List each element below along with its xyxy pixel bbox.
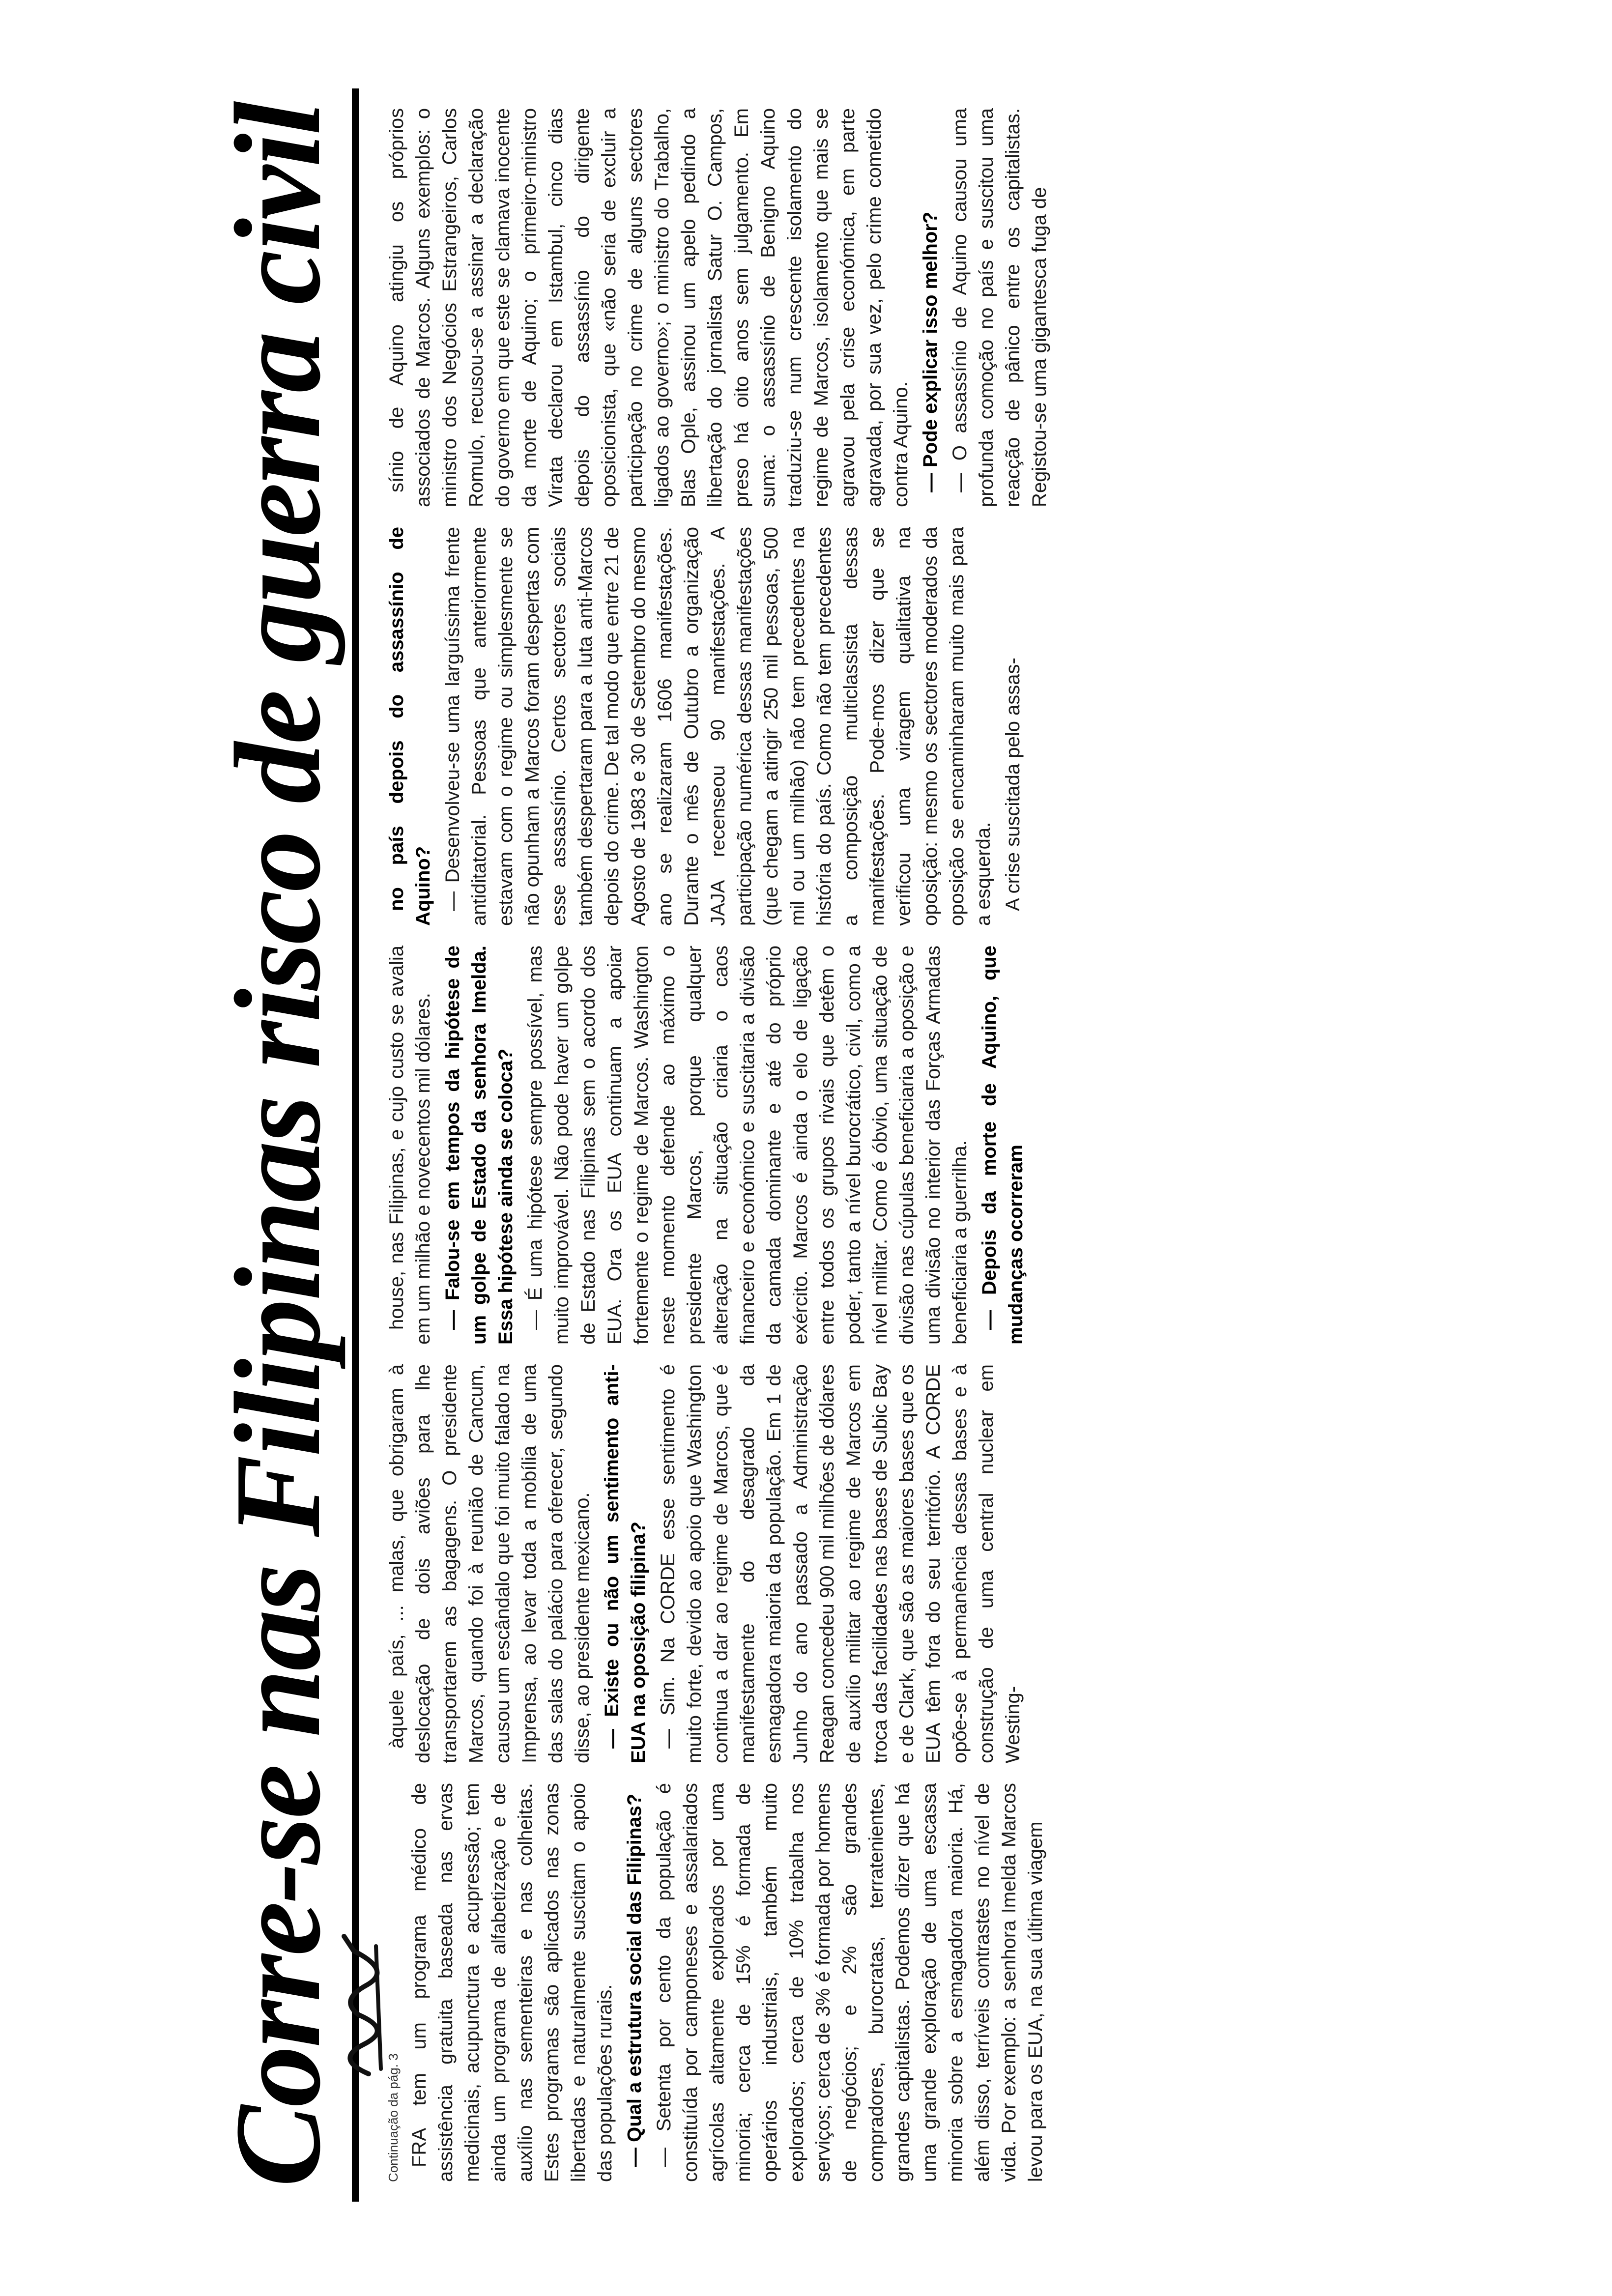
column-2 — [383, 1364, 1150, 1763]
interview-question: — Qual a estrutura social das Filipinas? — [624, 1793, 645, 2167]
interview-question: — Falou-se em tempos da hipótese de um golpe de Estado da senhora Imelda. Essa hipótese ainda se coloca? — [442, 946, 517, 1345]
interview-question: no país depois do assassínio de Aquino? — [386, 527, 434, 926]
interview-question: — Existe ou não um sentimento anti-EUA na oposição filipina? — [601, 1364, 649, 1763]
paragraph: sínio de Aquino atingiu os próprios associados de Marcos. Alguns exemplos: o ministro dos Negócios Estrangeiros, Carlos Romulo, recusou-se a assinar a declaração do governo em que este se clamava inocente da morte de Aquino; o primeiro-ministro Virata declarou em Istambul, cinco dias depois do assassínio do dirigente oposicionista, que «não seria de excluir a participação no crime de alguns sectores ligados ao governo»; o ministro do Trabalho, Blas Ople, assinou um apelo pedindo a libertação do jornalista Satur O. Campos, preso há oito anos sem julgamento. Em suma: o assassínio de Benigno Aquino traduziu-se num crescente isolamento do regime de Marcos, isolamento que mais se agravou pela crise económica, em parte agravada, por sua vez, pelo crime cometido contra Aquino. — [386, 108, 912, 507]
interview-question: — Pode explicar isso melhor? — [920, 211, 941, 492]
column-4 — [383, 527, 1150, 926]
column-3 — [383, 946, 1150, 1345]
newspaper-clipping — [197, 88, 1180, 2202]
paragraph: FRA tem um programa médico de assistência gratuita baseada nas ervas medicinais, acupunctura e acupressão; tem ainda um programa de alfabetização e de auxílio nas sementeiras e nas colheitas. Estes programas são aplicados nas zonas libertadas e naturalmente suscitam o apoio das populações rurais. — [408, 1783, 616, 2182]
column-1 — [383, 1783, 1150, 2182]
paragraph: house, nas Filipinas, e cujo custo se avalia em um milhão e novecentos mil dólares. — [386, 946, 434, 1345]
paragraph: — É uma hipótese sempre possível, mas muito improvável. Não pode haver um golpe de Estado nas Filipinas sem o acordo dos EUA. Ora os EUA continuam a apoiar fortemente o regime de Marcos. Washington neste momento defende ao máximo o presidente Marcos, porque qualquer alteração na situação criaria o caos financeiro e económico e suscitaria a divisão da camada dominante e até do próprio exército. Marcos é ainda o elo de ligação entre todos os grupos rivais que detêm o poder, tanto a nível burocrático, civil, como a nível militar. Como é óbvio, uma situação de divisão nas cúpulas beneficiaria a oposição e uma divisão no interior das Forças Armadas beneficiaria a guerrilha. — [524, 946, 971, 1345]
headline: Corre-se nas Filipinas risco de guerra civil — [210, 103, 346, 2187]
article-body — [383, 108, 1150, 2182]
paragraph: — O assassínio de Aquino causou uma profunda comoção no país e suscitou uma reacção de pânico entre os capitalistas. Registou-se uma gigantesca fuga de — [949, 108, 1050, 507]
paragraph: — Desenvolveu-se uma larguíssima frente antiditatorial. Pessoas que anteriormente estavam com o regime ou simplesmente se não opunham a Marcos foram despertas com esse assassínio. Certos sectores sociais também despertaram para a luta anti-Marcos depois do crime. De tal modo que entre 21 de Agosto de 1983 e 30 de Setembro do mesmo ano se realizaram 1606 manifestações. Durante o mês de Outubro a organização JAJA recenseou 90 manifestações. A participação numérica dessas manifestações (que chegam a atingir 250 mil pessoas, 500 mil ou um milhão) não tem precedentes na história do país. Como não tem precedentes a composição multiclassista dessas manifestações. Pode-mos dizer que se verificou uma viragem qualitativa na oposição: mesmo os sectores moderados da oposição se encaminharam muito mais para a esquerda. — [442, 527, 994, 926]
headline-banner — [197, 88, 359, 2202]
paragraph: — Setenta por cento da população é constituída por camponeses e assalariados agrícolas altamente explorados por uma minoria; cerca de 15% é formada de operários industriais, também muito explorados; cerca de 10% trabalha nos serviços; cerca de 3% é formada por homens de negócios; e 2% são grandes compradores, burocratas, terratenientes, grandes capitalistas. Podemos dizer que há uma grande exploração de uma escassa minoria sobre a esmagadora maioria. Há, além disso, terríveis contrastes no nível de vida. Por exemplo: a senhora Imelda Marcos levou para os EUA, na sua última viagem — [653, 1783, 1046, 2182]
interview-question: — Depois da morte de Aquino, que mudanças ocorreram — [979, 946, 1027, 1345]
paragraph: A crise suscitada pelo assas- — [1002, 658, 1024, 911]
paragraph: àquele país, ... malas, que obrigaram à deslocação de dois aviões para lhe transportarem as bagagens. O presidente Marcos, quando foi à reunião de Cancum, causou um escândalo que foi muito falado na Imprensa, ao levar toda a mobília de uma das salas do palácio para oferecer, segundo disse, ao presidente mexicano. — [386, 1364, 593, 1763]
column-5 — [383, 108, 1150, 507]
paragraph: — Sim. Na CORDE esse sentimento é muito forte, devido ao apoio que Washington continua a dar ao regime de Marcos, que é manifestamente do desagrado da esmagadora maioria da população. Em 1 de Junho do ano passado a Administração Reagan concedeu 900 mil milhões de dólares de auxílio militar ao regime de Marcos em troca das facilidades nas bases de Subic Bay e de Clark, que são as maiores bases que os EUA têm fora do seu território. A CORDE opõe-se à permanência dessas bases e à construção de uma central nuclear em Westing- — [657, 1364, 1024, 1763]
continuation-note: Continuação da pág. 3 — [386, 2053, 401, 2182]
